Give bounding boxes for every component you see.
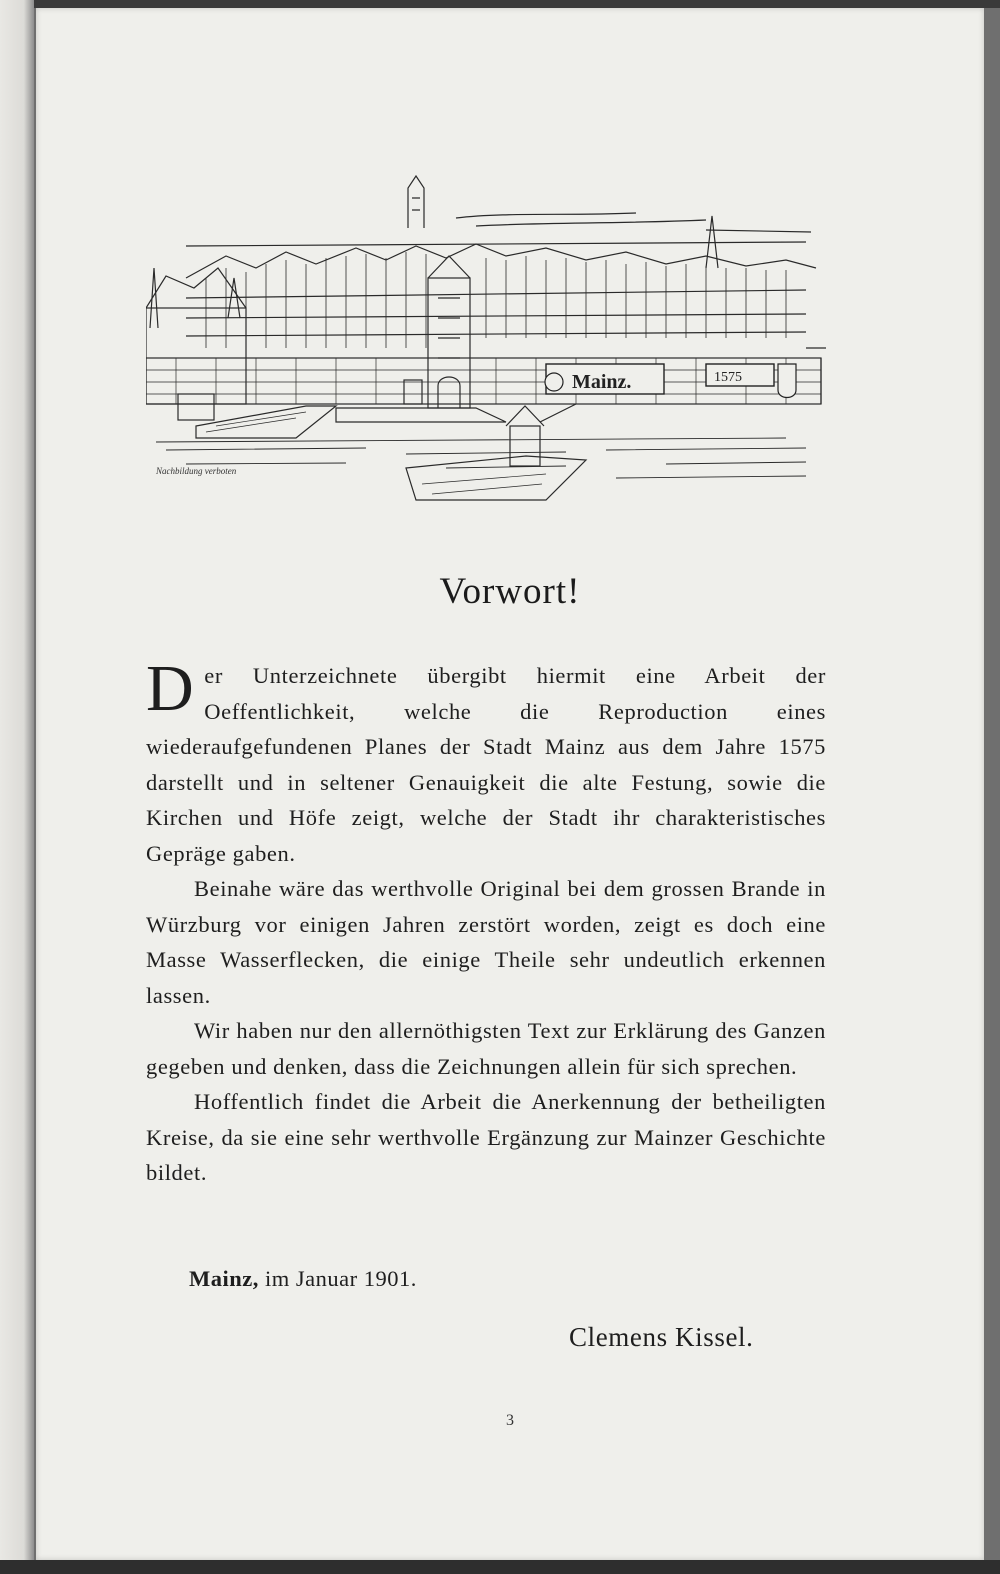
engraving-caption: Nachbildung verboten bbox=[156, 466, 237, 476]
year-plaque bbox=[706, 364, 796, 398]
paragraph-2: Beinahe wäre das werthvolle Original bei dem grossen Brande in Würzburg vor einigen Jahren zerstört worden, zeigt es doch eine Masse Wasserflecken, die einige Theile sehr undeutlich erkennen lassen. bbox=[146, 876, 826, 1008]
dateline-date: im Januar 1901. bbox=[258, 1266, 417, 1291]
mainz-city-engraving bbox=[146, 168, 836, 508]
paragraph-4: Hoffentlich findet die Arbeit die Anerkennung der betheiligten Kreise, da sie eine sehr werthvolle Ergänzung zur Mainzer Geschichte bildet. bbox=[146, 1089, 826, 1185]
page-title: Vorwort! bbox=[439, 571, 581, 612]
page-number: 3 bbox=[506, 1412, 514, 1429]
book-page bbox=[36, 8, 984, 1560]
paragraph-1 bbox=[146, 652, 826, 871]
paragraph-3: Wir haben nur den allernöthigsten Text zur Erklärung des Ganzen gegeben und denken, dass die Zeichnungen allein für sich sprechen. bbox=[146, 1018, 826, 1079]
preface-body bbox=[146, 652, 826, 1191]
year-label: 1575 bbox=[714, 370, 742, 385]
author-signature: Clemens Kissel. bbox=[569, 1322, 754, 1352]
mainz-banner-plaque bbox=[545, 364, 664, 394]
paragraph-1-text: er Unterzeichnete übergibt hiermit eine Arbeit der Oeffentlichkeit, welche die Reproduction eines wiederaufgefundenen Planes der Stadt Mainz aus dem Jahre 1575 darstellt und in seltener Genauigkeit die alte Festung, sowie die Kirchen und Höfe zeigt, welche der Stadt ihr charakteristisches Gepräge gaben. bbox=[146, 663, 826, 866]
dateline-place: Mainz, bbox=[189, 1266, 259, 1291]
drop-cap: D bbox=[146, 652, 195, 725]
adjacent-page-edge bbox=[0, 0, 34, 1574]
scan-top-edge bbox=[0, 0, 1000, 8]
scan-bottom-edge bbox=[0, 1560, 1000, 1574]
dateline bbox=[189, 1266, 417, 1292]
banner-label: Mainz. bbox=[572, 371, 632, 393]
